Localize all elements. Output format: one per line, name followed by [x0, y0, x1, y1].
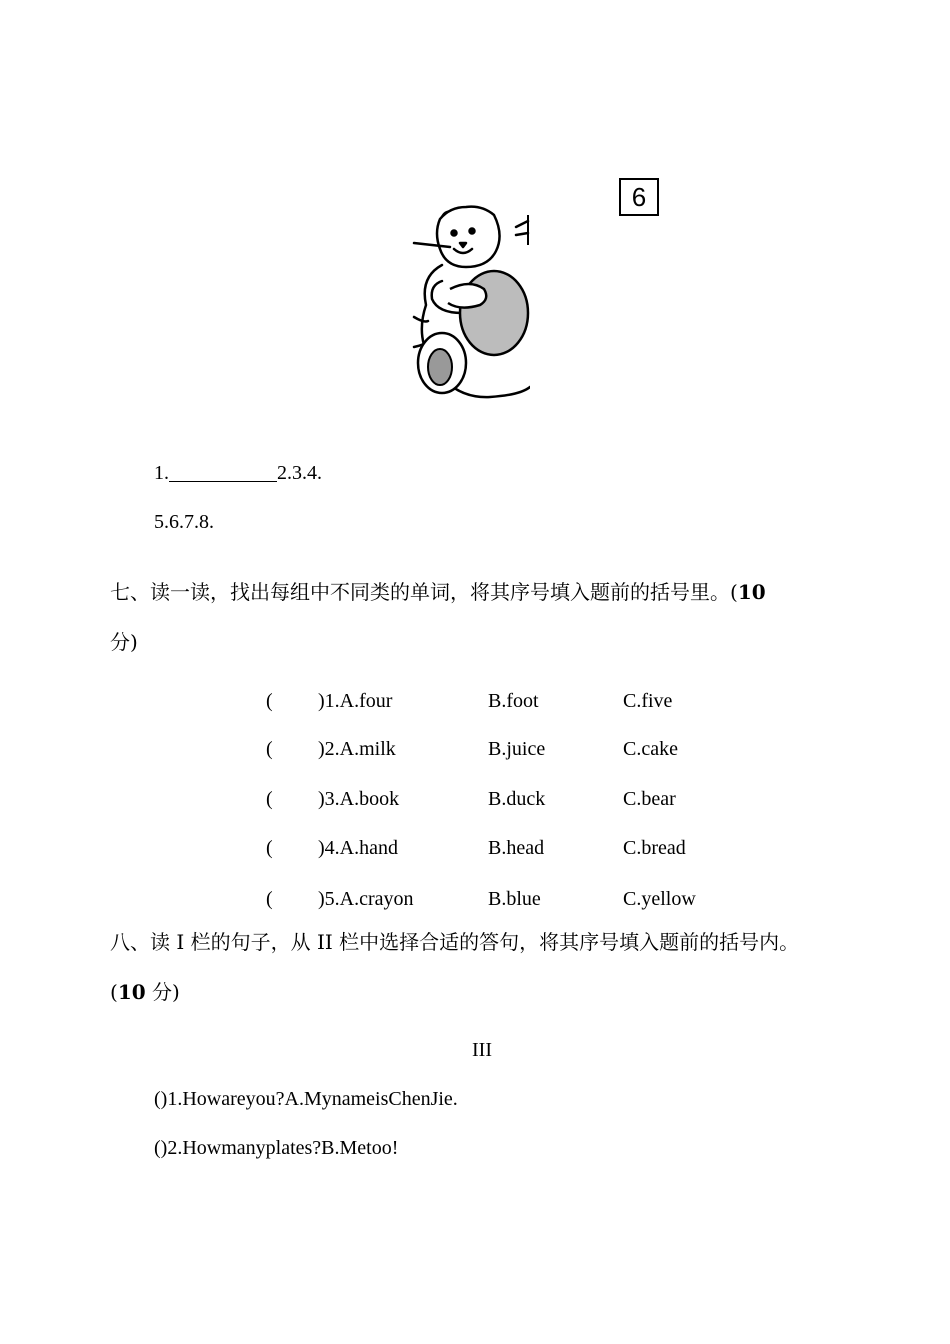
bear-with-ball-illustration — [412, 205, 530, 400]
q7-3-option-b: B.duck — [488, 788, 546, 810]
q7-1-paren[interactable]: ( — [266, 690, 273, 712]
q7-4-paren[interactable]: ( — [266, 837, 273, 859]
q7-2-option-a: )2.A.milk — [318, 738, 396, 760]
section7-title — [110, 580, 766, 604]
q7-2-paren[interactable]: ( — [266, 738, 273, 760]
answer-blank-1[interactable] — [169, 461, 277, 482]
q7-3-paren[interactable]: ( — [266, 788, 273, 810]
section7-title-score: 10 — [737, 580, 766, 604]
section8-title-open: ( — [110, 980, 118, 1004]
picture-number-box: 6 — [619, 178, 659, 216]
q7-5-paren[interactable]: ( — [266, 888, 273, 910]
section7-title-end: 分) — [110, 630, 138, 654]
answer-line-1 — [154, 461, 322, 485]
q7-3-option-c: C.bear — [623, 788, 676, 810]
q7-5-option-b: B.blue — [488, 888, 541, 910]
q7-1-option-b: B.foot — [488, 690, 539, 712]
section8-title-score: 10 — [117, 980, 146, 1004]
q8-2: ()2.Howmanyplates?B.Metoo! — [154, 1137, 399, 1159]
answer-line-2: 5.6.7.8. — [154, 511, 214, 533]
column-header: III — [472, 1039, 492, 1061]
section8-title-score-line — [110, 980, 180, 1004]
section8-title: 八、读 I 栏的句子，从 II 栏中选择合适的答句，将其序号填入题前的括号内。 — [110, 930, 800, 954]
q7-5-option-a: )5.A.crayon — [318, 888, 414, 910]
q8-1: ()1.Howareyou?A.MynameisChenJie. — [154, 1088, 458, 1110]
q7-4-option-a: )4.A.hand — [318, 837, 398, 859]
q7-2-option-c: C.cake — [623, 738, 678, 760]
q7-4-option-b: B.head — [488, 837, 545, 859]
q7-3-option-a: )3.A.book — [318, 788, 400, 810]
answer-line-1-suffix: 2.3.4. — [277, 462, 322, 484]
section7-title-text: 七、读一读，找出每组中不同类的单词，将其序号填入题前的括号里。( — [110, 580, 738, 604]
q7-1-option-a: )1.A.four — [318, 690, 393, 712]
q7-2-option-b: B.juice — [488, 738, 546, 760]
q7-5-option-c: C.yellow — [623, 888, 696, 910]
answer-line-1-prefix: 1. — [154, 462, 169, 484]
section8-title-end: 分) — [145, 980, 180, 1004]
q7-1-option-c: C.five — [623, 690, 673, 712]
q7-4-option-c: C.bread — [623, 837, 686, 859]
